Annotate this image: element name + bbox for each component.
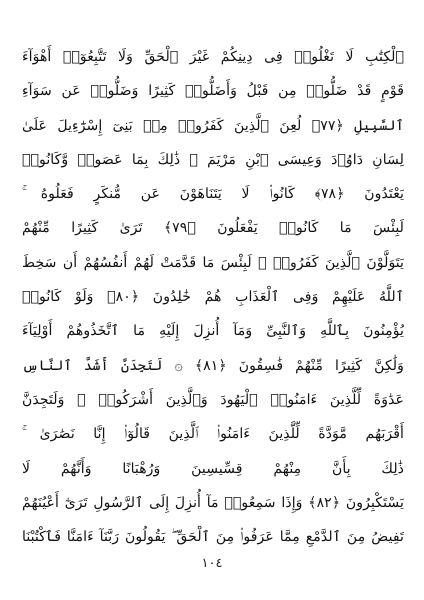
text-line-13: ذَٰلِكَ بِأَنَّ مِنْهُمْ قِسِّيسِينَ وَرُهْبَانًا وَأَنَّهُمْ لَا [22,460,404,477]
text-line-1: ٱلْكِتَٰبِ لَا تَغْلُوا۟ فِى دِينِكُمْ غَيْرَ ٱلْحَقِّ وَلَا تَتَّبِعُوٓا۟ أَهْوَآءَ [22,49,404,65]
text-line-9: يُؤْمِنُونَ بِٱللَّهِ وَٱلنَّبِىِّ وَمَآ أُنزِلَ إِلَيْهِ مَا ٱتَّخَذُوهُمْ أَوْلِيَآءَ [22,323,404,340]
text-line-5: يَعْتَدُونَ ﴿٧٨﴾ كَانُوا۟ لَا يَتَنَاهَوْنَ عَن مُّنكَرٍ فَعَلُوهُ ۚ [22,186,404,203]
text-line-3: ٱلسَّبِيلِ ﴿٧٧﴾ لُعِنَ ٱلَّذِينَ كَفَرُوا۟ مِنۢ بَنِىٓ إِسْرَٰٓءِيلَ عَلَىٰ [22,117,404,134]
page-number: ١٠٤ [201,556,223,571]
text-line-12: أَقْرَبَهُم مَّوَدَّةً لِّلَّذِينَ ءَامَنُوا۟ ٱلَّذِينَ قَالُوٓا۟ إِنَّا نَصَٰرَىٰ ۚ [22,426,404,443]
text-line-8: ٱللَّهُ عَلَيْهِمْ وَفِى ٱلْعَذَابِ هُمْ خَٰلِدُونَ ﴿٨٠﴾ وَلَوْ كَانُوا۟ [22,289,404,306]
text-line-14: يَسْتَكْبِرُونَ ﴿٨٢﴾ وَإِذَا سَمِعُوا۟ مَآ أُنزِلَ إِلَى ٱلرَّسُولِ تَرَىٰٓ أَعْيُنَهُمْ [22,494,404,511]
text-line-15: تَفِيضُ مِنَ ٱلدَّمْعِ مِمَّا عَرَفُوا۟ مِنَ ٱلْحَقِّ ۖ يَقُولُونَ رَبَّنَآ ءَامَنَّا فَٱكْتُبْنَا [22,529,404,546]
text-line-4: لِسَانِ دَاوُۥدَ وَعِيسَى ٱبْنِ مَرْيَمَ ۚ ذَٰلِكَ بِمَا عَصَوا۟ وَّكَانُوا۟ [22,151,404,168]
text-line-6: لَبِئْسَ مَا كَانُوا۟ يَفْعَلُونَ ﴿٧٩﴾ تَرَىٰ كَثِيرًا مِّنْهُمْ [22,220,404,237]
text-line-7: يَتَوَلَّوْنَ ٱلَّذِينَ كَفَرُوا۟ ۚ لَبِئْسَ مَا قَدَّمَتْ لَهُمْ أَنفُسُهُمْ أَن سَخِطَ [22,254,404,271]
text-line-10: وَلَٰكِنَّ كَثِيرًا مِّنْهُمْ فَٰسِقُونَ ﴿٨١﴾ ۞ لَتَجِدَنَّ أَشَدَّ ٱلنَّاسِ [22,357,404,374]
quran-text-block [22,40,404,554]
text-line-11: عَدَٰوَةً لِّلَّذِينَ ءَامَنُوا۟ ٱلْيَهُودَ وَٱلَّذِينَ أَشْرَكُوا۟ ۖ وَلَتَجِدَنَّ [22,391,404,408]
text-line-2: قَوْمٍ قَدْ ضَلُّوا۟ مِن قَبْلُ وَأَضَلُّوا۟ كَثِيرًا وَضَلُّوا۟ عَن سَوَآءِ [22,83,404,100]
